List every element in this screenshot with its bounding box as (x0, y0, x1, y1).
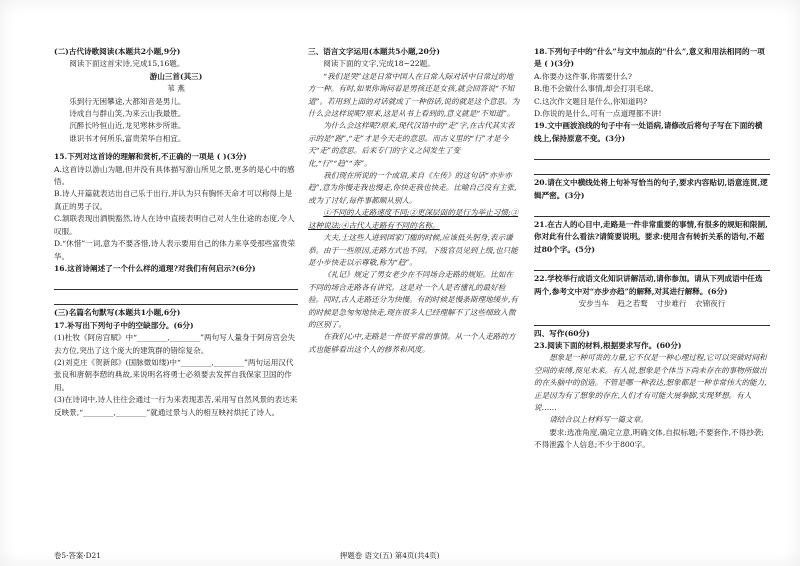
option-a: A.你要办这件事,你需要什么? (534, 71, 632, 81)
footer-code: 卷5·答案·D21 (54, 551, 101, 560)
column-left (54, 46, 298, 419)
passage-paragraph: 我们现在所说的一个成语,来自《左传》的这句话“亦步亦趋”,意为你慢走我也慢走,你快走我也快走。比喻自己没有主张,或为了讨好,每件事都顺从别人。 (308, 171, 517, 205)
writing-requirements: 要求:选准角度,确定立意,明确文体,自拟标题;不要套作,不得抄袭;不得泄露个人信息;不少于800字。 (534, 427, 764, 450)
column-middle (308, 46, 520, 356)
question-19: 19.文中画波浪线的句子中有一处语病,请修改后将句子写在下面的横线上,保持原意不变。(3分) (534, 121, 763, 143)
answer-line[interactable] (534, 260, 770, 271)
poem-line: 谁识书才何所乐,富贵荣华自相宜。 (69, 133, 186, 143)
poem-author: 苇 燕 (167, 84, 185, 94)
passage-paragraph: 大夫,士这些人进到国家门槛的时候,应该低头躬身,表示谦恭。由于一些原因,走路方式也不同。下级官员见到上级,也只能是小步快走以示尊敬,称为“趋”。 (308, 233, 518, 267)
answer-line[interactable] (534, 206, 770, 217)
instruction: 阅读下面的文字,完成18~22题。 (323, 59, 435, 69)
answer-line[interactable] (534, 164, 770, 175)
poem-line: 乐到行无困攀途,大都知音是男儿。 (69, 96, 186, 106)
question-16: 16.这首诗阐述了一个什么样的道理?对我们有何启示?(6分) (54, 263, 256, 273)
question-17: 17.补写出下列句子中的空缺部分。(6分) (54, 320, 194, 330)
passage-paragraph: 《礼记》规定了男女老少在不同场合走路的规矩。比如在不同的场合走路各有讲究。这是对一个人是否懂礼的最好检验。同时,古人走路还分为快慢。有的时候是慢条斯理地缓步,有的时候是急匆匆地快走,现在很多人已经理解不了这些细致入微的区别了。 (308, 270, 518, 329)
material-paragraph: 想象是一种可贵的力量,它不仅是一种心理过程,它可以突破时间和空间的束缚,预见未来。有人说,想象是个体当下尚未存在的事物所做出的在头脑中的创造。不管是哪一种表达,想象都是一种非常伟大的能力,正是因为有了想象的存在,人们才有可能大展拳脚,实现梦想。有人说…… (534, 353, 767, 412)
material-instruction: 请结合以上材料写一篇文章。 (549, 415, 648, 425)
question-15: 15.下列对这首诗的理解和赏析,不正确的一项是 ( )(3分) (54, 152, 247, 162)
passage-paragraph: “我们是哭”这是日常中国人在日常人际对话中日常过的地方一种。有时,如果你询问着是男孩还是女孩,就会回答说“不知道”。若用到上面的对话就成了一种俗话,说的就是这个意思。为什么会这样说呢?原来,这是从书上看到的,意义就是“不知道”。 (308, 71, 520, 119)
fill-blank-2: (2)刘克庄《贺新郎》(国脉微如缕)中“________,________”两句运用汉代张良和唐朝李愬的典故,来说明名将勇士必须要去发挥自我保家卫国的作用。 (54, 357, 294, 392)
question-22: 22.学校举行成语文化知识讲解活动,请你参加。请从下列成语中任选两个,参考文中对“亦步亦趋”的解释,对其进行解释。(6分) (534, 274, 763, 296)
question-23: 23.阅读下面的材料,根据要求写作。(60分) (534, 340, 682, 350)
question-21: 21.在古人的心目中,走路是一件非常重要的事情,有很多的规矩和限制,你对此有什么看法?请简要说明。要求:使用含有转折关系的语句,不超过80个字。(5分) (534, 220, 768, 254)
question-18: 18.下列句子中的“什么”与文中加点的“什么”,意义和用法相同的一项是 ( )(3分) (534, 47, 765, 69)
section-heading-poetry: (二)古代诗歌阅读(本题共2小题,9分) (54, 47, 181, 56)
poem-line: 沉醉长吟恒山近,龙见寒林步所谁。 (69, 121, 186, 131)
option-d: D.你说的是什么,可有一点道理都不讲! (534, 109, 662, 119)
answer-line[interactable] (534, 149, 770, 160)
column-right (534, 46, 770, 452)
passage-wavy-sentence: ①不同的人走路速度不同;②更深层面的是行为举止习惯;③这种说法;④古代人走路有不同的名称。 (308, 208, 519, 230)
option-b: B.他不会做什么事情,却会打羽毛球。 (534, 84, 659, 94)
option-a: A.这首诗以游山为题,但并没有具体描写游山所见之景,更多的是心中的感悟。 (54, 164, 295, 187)
idiom-list: 安步当车 趋之若鹜 寸步难行 衣锦夜行 (578, 299, 726, 309)
poem-title: 游山三首(其三) (149, 71, 203, 81)
instruction: 阅读下面这首宋诗,完成15,16题。 (69, 59, 185, 69)
answer-line[interactable] (54, 294, 298, 305)
poem-line: 诗成自与群山笑,为来云山我最胜。 (69, 109, 186, 119)
option-d: D.“休惜”一词,意为不要吝惜,诗人表示要用自己的体力来享受那些富贵荣华。 (54, 239, 296, 261)
fill-blank-3: (3)在诗词中,诗人往往会通过一行为来表现悲苦,采用写自然风景的表达来反映景,“________,________”就通过景与人的相互映衬烘托了诗人。 (54, 395, 298, 417)
answer-line[interactable] (54, 279, 298, 290)
option-b: B.诗人开篇就表达出自己乐于出行,并认为只有胸怀天命才可以称得上是真正的男子汉。 (54, 189, 293, 211)
fill-blank-1: (1)杜牧《阿房宫赋》中“________,________”两句写人量身于阿房宫会失去方位,突出了这个庞大的建筑群的错综复杂。 (54, 333, 296, 355)
section-heading-language: 三、语言文字运用(本题共5小题,20分) (308, 47, 440, 56)
question-20: 20.请在文中横线处将上句补写恰当的句子,要求内容贴切,语意连贯,逻辑严密。(3分) (534, 178, 768, 200)
option-c: C.这次作文题目是什么,你知道吗? (534, 96, 648, 106)
passage-paragraph: 为什么会这样呢?原来,现代汉语中的“走”字,在古代其实表示的是“跑”,“走”才是今天走的意思。而古义里的“行”才是今天“走”的意思。后来专门的字义之间发生了变化,“行”“趋”“奔”。 (308, 121, 515, 168)
section-heading-writing: 四、写作(60分) (534, 328, 590, 338)
section-heading-recitation: (三)名篇名句默写(本题共1小题,6分) (54, 308, 181, 318)
answer-line[interactable] (534, 315, 770, 326)
passage-paragraph: 在我们心中,走路是一件很平常的事情。从一个人走路的方式也能够看出这个人的修养和风度。 (308, 332, 516, 354)
footer-page-number: 押题卷 语文(五) 第4页(共4页) (340, 551, 440, 560)
option-c: C.颔联表现出洒脱豁然,诗人在诗中直接表明自己对人生仕途的态度,令人叹服。 (54, 214, 295, 236)
